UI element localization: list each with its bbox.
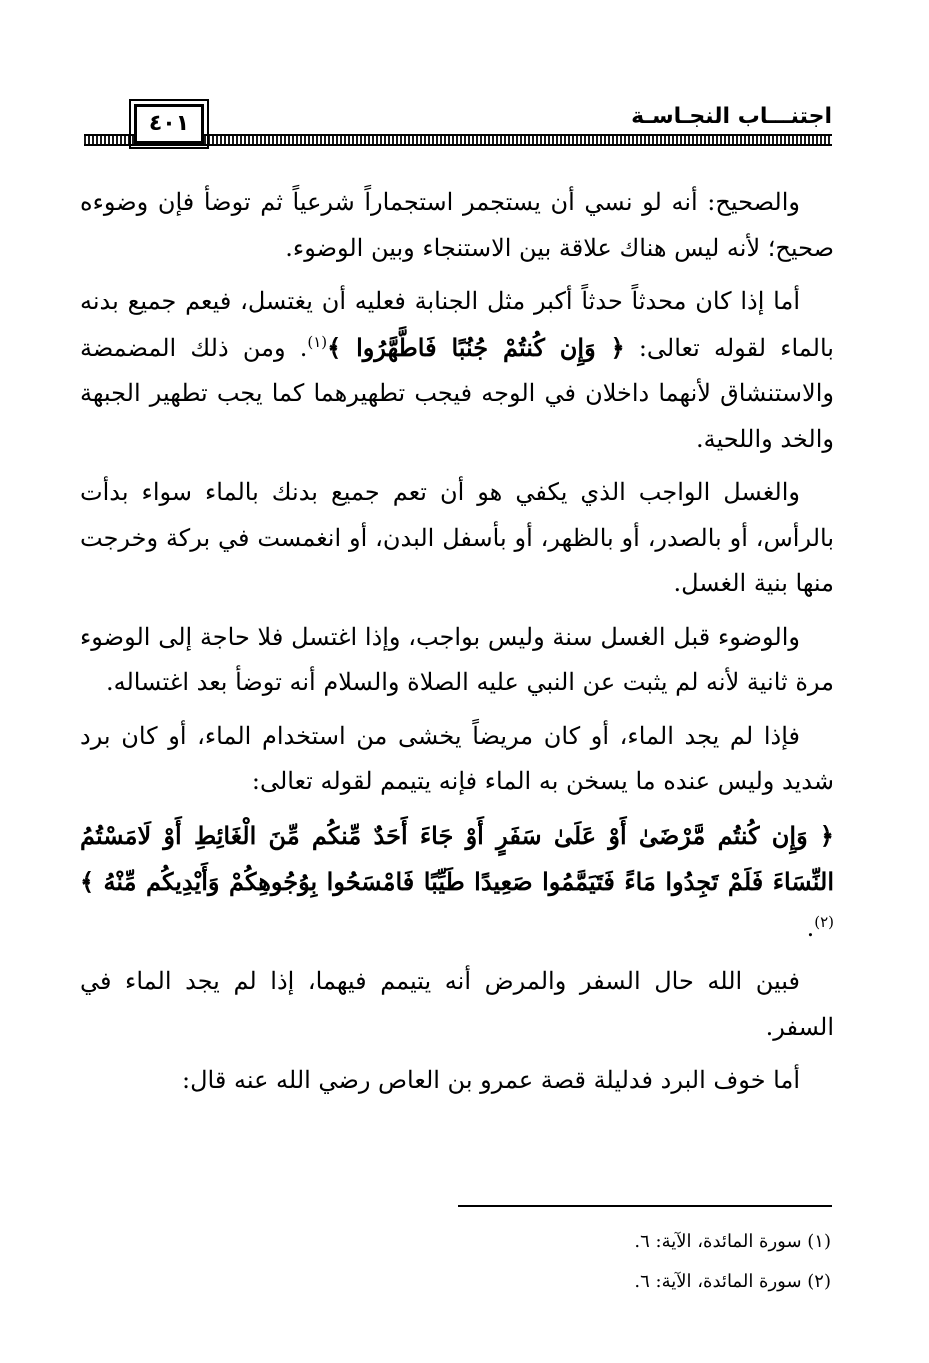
footnote-ref-2: (٢) (814, 912, 834, 931)
running-title: اجتنـــاب النجـاسـة (621, 102, 832, 132)
paragraph-2 (80, 279, 834, 462)
paragraph-2-text: أما إذا كان محدثاً حدثاً أكبر مثل الجنابة فعليه أن يغتسل، فيعم جميع بدنه بالماء لقوله تعالى: (80, 287, 834, 362)
footnote-1: (١) سورة المائدة، الآية: ٦. (634, 1231, 831, 1252)
footnote-divider (458, 1205, 832, 1207)
paragraph-6 (80, 813, 834, 952)
paragraph-2-continuation: . ومن ذلك المضمضة والاستنشاق لأنهما داخلان في الوجه فيجب تطهيرهما كما يجب تطهير الجبهة والخد واللحية. (80, 333, 834, 453)
paragraph-8: أما خوف البرد فدليلة قصة عمرو بن العاص رضي الله عنه قال: (182, 1066, 800, 1094)
paragraph-1: والصحيح: أنه لو نسي أن يستجمر استجماراً شرعياً ثم توضأ فإن وضوءه صحيح؛ لأنه ليس هناك علاقة بين الاستنجاء وبين الوضوء. (80, 188, 834, 262)
footnote-2: (٢) سورة المائدة، الآية: ٦. (634, 1271, 831, 1292)
paragraph-6-end: . (806, 913, 815, 942)
page-number: ٤٠١ (134, 104, 204, 144)
paragraph-3: والغسل الواجب الذي يكفي هو أن تعم جميع بدنك بالماء سواء بدأت بالرأس، أو بالصدر، أو بالظهر، أو بأسفل البدن، أو انغمست في بركة وخرجت منها بنية الغسل. (80, 478, 834, 597)
paragraph-4: والوضوء قبل الغسل سنة وليس بواجب، وإذا اغتسل فلا حاجة إلى الوضوء مرة ثانية لأنه لم يثبت عن النبي عليه الصلاة والسلام أنه توضأ بعد اغتساله. (80, 622, 834, 696)
main-text (80, 180, 834, 1112)
paragraph-5: فإذا لم يجد الماء، أو كان مريضاً يخشى من استخدام الماء، أو كان برد شديد وليس عنده ما يسخن به الماء فإنه يتيمم لقوله تعالى: (80, 721, 834, 795)
footnote-ref-1: (١) (307, 332, 328, 351)
quran-verse-2: ﴿ وَإِن كُنتُم مَّرْضَىٰ أَوْ عَلَىٰ سَفَرٍ أَوْ جَاءَ أَحَدٌ مِّنكُم مِّنَ الْغَائِطِ أَوْ لَامَسْتُمُ النِّسَاءَ فَلَمْ تَجِدُوا مَاءً فَتَيَمَّمُوا صَعِيدًا طَيِّبًا فَامْسَحُوا بِوُجُوهِكُمْ وَأَيْدِيكُم مِّنْهُ ﴾ (80, 820, 834, 896)
paragraph-7: فبين الله حال السفر والمرض أنه يتيمم فيهما، إذا لم يجد الماء في السفر. (80, 967, 834, 1041)
quran-verse-1: ﴿ وَإِن كُنتُمْ جُنُبًا فَاطَّهَّرُوا ﴾ (327, 332, 625, 362)
footnotes (331, 1222, 831, 1302)
page-header (84, 102, 832, 152)
